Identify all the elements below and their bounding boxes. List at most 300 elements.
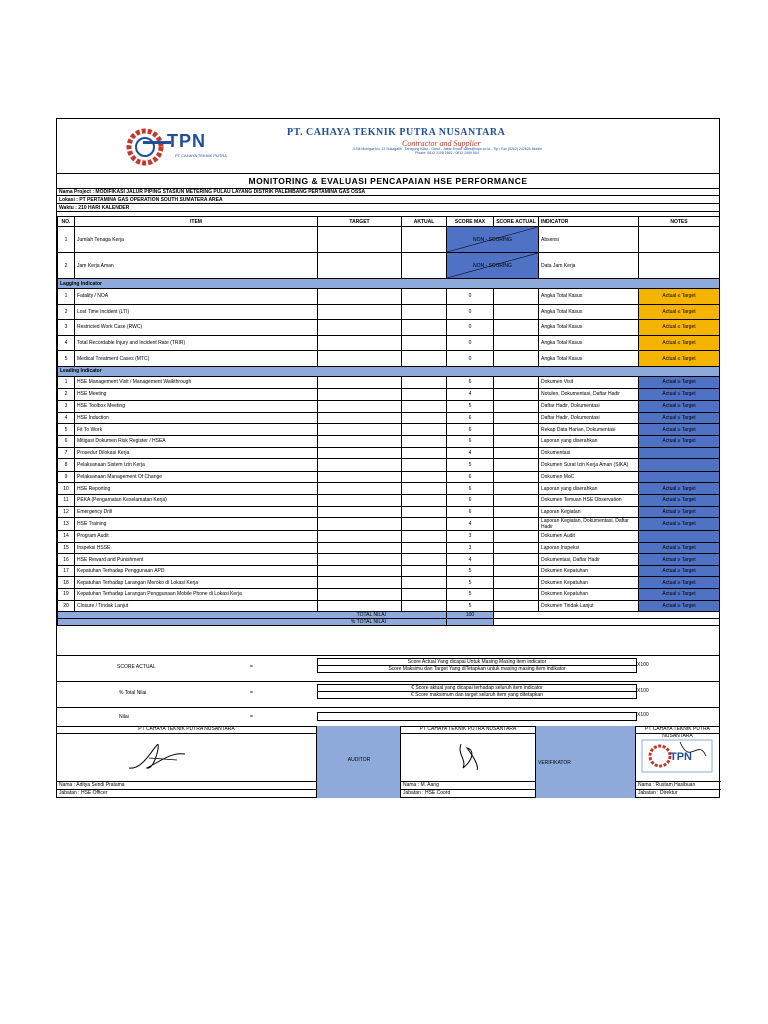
row-item: Jumlah Tenaga Kerja <box>75 227 318 253</box>
row-number: 11 <box>58 494 75 506</box>
row-notes: Actual ≥ Target <box>639 542 720 554</box>
sig-left-company: PT CAHAYA TEKNIK PUTRA NUSANTARA <box>57 726 316 734</box>
row-item: HSE Induction <box>75 412 318 424</box>
equals-sign: = <box>250 664 253 670</box>
row-number: 1 <box>58 376 75 388</box>
row-score-max: 6 <box>447 506 494 518</box>
times-100: X100 <box>637 712 649 718</box>
row-actual <box>402 447 447 459</box>
row-indicator: Angka Total Kasus <box>539 304 639 320</box>
row-actual <box>402 531 447 543</box>
row-item: HSE Reward and Punishment <box>75 554 318 566</box>
row-actual <box>402 459 447 472</box>
leading-section-header <box>58 366 720 376</box>
row-score-max: 3 <box>447 531 494 543</box>
row-actual <box>402 435 447 447</box>
score-formula-row <box>57 655 719 676</box>
row-number: 3 <box>58 401 75 413</box>
col-header: NO. <box>58 217 75 227</box>
company-tagline: Contractor and Supplier <box>402 139 481 148</box>
table-row <box>58 401 720 413</box>
sig-mid-name: Nama : M. Aang <box>401 781 537 789</box>
row-notes: Actual ≥ Target <box>639 589 720 601</box>
total-value <box>447 619 494 626</box>
row-number: 6 <box>58 435 75 447</box>
row-item: Pelaksanaan Sistem Izin Kerja <box>75 459 318 472</box>
row-number: 4 <box>58 412 75 424</box>
row-actual <box>402 542 447 554</box>
row-target <box>318 565 402 577</box>
pct-total-label: % Total Nilai <box>119 690 147 696</box>
row-score-max: 5 <box>447 401 494 413</box>
row-notes: Actual ≤ Target <box>639 351 720 367</box>
col-header: NOTES <box>639 217 720 227</box>
row-score-actual <box>494 351 539 367</box>
table-row <box>58 600 720 612</box>
row-notes: Actual ≤ Target <box>639 304 720 320</box>
score-numerator: Score Actual Yang dicapai Untuk Masing Masing item indicator <box>317 658 637 666</box>
table-row <box>58 388 720 401</box>
row-number: 7 <box>58 447 75 459</box>
row-target <box>318 531 402 543</box>
row-item: Restricted Work Case (RWC) <box>75 320 318 336</box>
row-number: 17 <box>58 565 75 577</box>
total-empty <box>494 619 720 626</box>
row-score-actual <box>494 335 539 351</box>
col-header: SCORE ACTUAL <box>494 217 539 227</box>
row-target <box>318 483 402 495</box>
row-item: HSE Reporting <box>75 483 318 495</box>
row-target <box>318 542 402 554</box>
row-indicator: Rekap Data Harian, Dokumentasi <box>539 424 639 436</box>
row-item: HSE Meeting <box>75 388 318 401</box>
row-item: Program Audit <box>75 531 318 543</box>
row-score-actual <box>494 459 539 472</box>
table-row <box>58 447 720 459</box>
row-indicator: Dokumen Tindak Lanjut <box>539 600 639 612</box>
auditor-label: AUDITOR <box>347 757 371 763</box>
row-number: 5 <box>58 424 75 436</box>
row-notes: Actual ≥ Target <box>639 412 720 424</box>
sig-right-name: Nama : Rustam Hasibuan <box>636 781 721 789</box>
row-indicator: Dokumen Kepatuhan <box>539 577 639 589</box>
row-actual <box>402 554 447 566</box>
row-notes: Actual ≤ Target <box>639 320 720 336</box>
row-indicator: Angka Total Kasus <box>539 351 639 367</box>
row-item: Inspeksi HSSE <box>75 542 318 554</box>
table-row <box>58 506 720 518</box>
table-row <box>58 494 720 506</box>
row-number: 2 <box>58 388 75 401</box>
row-actual <box>402 589 447 601</box>
row-item: HSE Management Visit / Management Walkthrough <box>75 376 318 388</box>
row-actual <box>402 227 447 253</box>
row-item: Jam Kerja Aman <box>75 253 318 279</box>
svg-text:TPN: TPN <box>670 751 692 763</box>
nilai-field <box>317 712 637 721</box>
row-score-actual <box>494 435 539 447</box>
row-score-max: 0 <box>447 351 494 367</box>
sig-right <box>636 726 719 798</box>
table-row <box>58 471 720 483</box>
verifikator-box <box>536 726 636 798</box>
times-100: X100 <box>637 688 649 694</box>
row-target <box>318 253 402 279</box>
row-score-actual <box>494 388 539 401</box>
sig-mid-company: PT CAHAYA TEKNIK PUTRA NUSANTARA <box>401 726 535 734</box>
row-score-actual <box>494 531 539 543</box>
row-indicator: Absensi <box>539 227 639 253</box>
row-score-max: 5 <box>447 459 494 472</box>
table-row <box>58 577 720 589</box>
row-score-max: 0 <box>447 289 494 305</box>
row-item: Prosedur Dilokasi Kerja <box>75 447 318 459</box>
row-notes <box>639 447 720 459</box>
row-score-max: 5 <box>447 600 494 612</box>
row-score-actual <box>494 518 539 531</box>
table-row <box>58 412 720 424</box>
row-target <box>318 494 402 506</box>
row-number: 1 <box>58 289 75 305</box>
row-indicator: Dokumen Temuan HSE Observation <box>539 494 639 506</box>
row-score-max: 6 <box>447 412 494 424</box>
row-indicator: Dokumen Audit <box>539 531 639 543</box>
row-number: 2 <box>58 304 75 320</box>
row-score-actual <box>494 401 539 413</box>
project-name: Nama Project : MODIFIKASI JALUR PIPING STASIUN METERING PULAU LAYANG DISTRIK PALEMBANG PERTAMINA GAS OSSA <box>57 189 719 196</box>
row-actual <box>402 483 447 495</box>
row-target <box>318 554 402 566</box>
row-notes: Actual ≥ Target <box>639 483 720 495</box>
table-row <box>58 304 720 320</box>
table-row <box>58 554 720 566</box>
row-item: HSE Training <box>75 518 318 531</box>
nilai-label: Nilai <box>119 714 129 720</box>
pct-numerator: € Score aktual yang dicapai terhadap seluruh item indicator <box>317 684 637 692</box>
table-row <box>58 542 720 554</box>
row-actual <box>402 289 447 305</box>
row-number: 14 <box>58 531 75 543</box>
col-header: SCORE MAX <box>447 217 494 227</box>
row-indicator: Dokumentasi, Daftar Hadir <box>539 554 639 566</box>
row-score-max: 6 <box>447 471 494 483</box>
row-score-actual <box>494 554 539 566</box>
non-scoring-text: NON - SCORING <box>473 236 512 243</box>
row-score-max: 5 <box>447 577 494 589</box>
row-target <box>318 376 402 388</box>
table-row <box>58 518 720 531</box>
row-item: Medical Treatment Cases (MTC) <box>75 351 318 367</box>
row-actual <box>402 320 447 336</box>
row-number: 18 <box>58 577 75 589</box>
row-indicator: Laporan Kegiatan, Dokumentasi, Daftar Hadir <box>539 518 639 531</box>
row-number: 1 <box>58 227 75 253</box>
verifikator-label: VERIFIKATOR <box>538 760 571 766</box>
company-stamp-icon <box>640 736 714 776</box>
table-header-row <box>58 217 720 227</box>
row-target <box>318 471 402 483</box>
logo-subtext: PT CAHAYA TEKNIK PUTRA <box>175 153 227 158</box>
row-number: 5 <box>58 351 75 367</box>
project-duration: Waktu : 210 HARI KALENDER <box>57 205 719 212</box>
table-row <box>58 483 720 495</box>
row-indicator: Dokumen Kepatuhan <box>539 565 639 577</box>
table-row <box>58 351 720 367</box>
row-item: Kepatuhan Terhadap Penggunaan APD <box>75 565 318 577</box>
row-target <box>318 335 402 351</box>
row-target <box>318 600 402 612</box>
row-indicator: Angka Total Kasus <box>539 320 639 336</box>
row-number: 8 <box>58 459 75 472</box>
letterhead <box>57 119 719 174</box>
row-score-actual <box>494 304 539 320</box>
auditor-box <box>317 726 401 798</box>
row-notes <box>639 471 720 483</box>
row-target <box>318 304 402 320</box>
row-actual <box>402 577 447 589</box>
row-indicator: Dokumen Visit <box>539 376 639 388</box>
row-item: PEKA (Pengamatan Keselamatan Kerja) <box>75 494 318 506</box>
row-notes <box>639 531 720 543</box>
row-notes: Actual ≤ Target <box>639 289 720 305</box>
row-indicator: Dokumen MoC <box>539 471 639 483</box>
row-indicator: Laporan yang diserahkan <box>539 483 639 495</box>
row-target <box>318 351 402 367</box>
row-number: 19 <box>58 589 75 601</box>
row-actual <box>402 335 447 351</box>
lagging-section-header <box>58 279 720 289</box>
row-actual <box>402 388 447 401</box>
row-target <box>318 388 402 401</box>
row-indicator: Dokumen Surat Izin Kerja Aman (SIKA) <box>539 459 639 472</box>
row-item: Mitigasi Dokumen Risk Register / HSEA <box>75 435 318 447</box>
row-target <box>318 435 402 447</box>
sig-right-role: Jabatan : Direktur <box>636 789 721 797</box>
row-actual <box>402 376 447 388</box>
row-target <box>318 289 402 305</box>
row-indicator: Laporan yang diserahkan <box>539 435 639 447</box>
row-number: 4 <box>58 335 75 351</box>
total-row <box>58 612 720 619</box>
logo-text: TPN <box>167 131 206 151</box>
table-row <box>58 335 720 351</box>
table-row <box>58 227 720 253</box>
score-actual-label: SCORE ACTUAL <box>117 664 156 670</box>
non-scoring-text: NON - SCORING <box>473 262 512 269</box>
row-score-max: 0 <box>447 320 494 336</box>
company-name: PT. CAHAYA TEKNIK PUTRA NUSANTARA <box>287 127 506 138</box>
row-target <box>318 506 402 518</box>
row-indicator: Daftar Hadir, Dokumentasi <box>539 401 639 413</box>
col-header: INDICATOR <box>539 217 639 227</box>
row-number: 2 <box>58 253 75 279</box>
row-target <box>318 424 402 436</box>
row-actual <box>402 424 447 436</box>
pct-total-row <box>58 619 720 626</box>
sig-left-role: Jabatan : HSE Officer <box>57 789 318 797</box>
row-target <box>318 320 402 336</box>
row-item: Total Recordable Injury and Incident Rate (TRIR) <box>75 335 318 351</box>
section-title: Leading Indicator <box>58 366 720 376</box>
row-score-actual <box>494 565 539 577</box>
sig-left <box>57 726 317 798</box>
row-score-actual <box>494 424 539 436</box>
row-item: Emergency Drill <box>75 506 318 518</box>
table-row <box>58 589 720 601</box>
total-label: % TOTAL NILAI <box>58 619 447 626</box>
row-actual <box>402 253 447 279</box>
row-score-max: 0 <box>447 335 494 351</box>
row-actual <box>402 412 447 424</box>
row-score-actual <box>494 412 539 424</box>
nilai-row <box>57 707 719 727</box>
table-row <box>58 531 720 543</box>
signature-block <box>57 726 719 798</box>
total-empty <box>494 612 720 619</box>
equals-sign: = <box>250 714 253 720</box>
project-location: Lokasi : PT PERTAMINA GAS OPERATION SOUTH SUMATERA AREA <box>57 197 719 204</box>
row-actual <box>402 401 447 413</box>
row-number: 9 <box>58 471 75 483</box>
row-number: 13 <box>58 518 75 531</box>
row-score-max: 5 <box>447 589 494 601</box>
row-score-max: 3 <box>447 542 494 554</box>
row-score-max: 6 <box>447 494 494 506</box>
row-score-max: 4 <box>447 554 494 566</box>
row-score-actual <box>494 494 539 506</box>
company-logo-icon <box>123 127 171 167</box>
table-row <box>58 253 720 279</box>
row-notes: Actual ≥ Target <box>639 600 720 612</box>
row-indicator: Notulen, Dokumentasi, Daftar Hadir <box>539 388 639 401</box>
row-indicator: Angka Total Kasus <box>539 335 639 351</box>
row-notes <box>639 459 720 472</box>
table-row <box>58 459 720 472</box>
row-item: Fatality / NOA <box>75 289 318 305</box>
row-target <box>318 459 402 472</box>
row-actual <box>402 471 447 483</box>
row-score-max: 6 <box>447 424 494 436</box>
row-target <box>318 227 402 253</box>
company-address: Jl.Siti Munigar No. 12 Sukagalih - Tarogong Kidul - Garut - Jabar Email: sales@ctpn.co.id - Tlp / Fax (0262) 242624 Mobile Phone: 0812 2108 2662 / 0812 2469 604 <box>352 147 542 155</box>
row-notes: Actual ≥ Target <box>639 518 720 531</box>
row-actual <box>402 506 447 518</box>
row-number: 16 <box>58 554 75 566</box>
table-row <box>58 376 720 388</box>
row-indicator: Angka Total Kasus <box>539 289 639 305</box>
row-notes: Actual ≥ Target <box>639 554 720 566</box>
row-score-max: 6 <box>447 376 494 388</box>
row-notes: Actual ≥ Target <box>639 565 720 577</box>
row-notes <box>639 227 720 253</box>
row-notes: Actual ≥ Target <box>639 388 720 401</box>
row-item: Fit To Work <box>75 424 318 436</box>
row-score-actual <box>494 376 539 388</box>
row-item: Closure / Tindak Lanjut <box>75 600 318 612</box>
row-target <box>318 447 402 459</box>
section-title: Lagging Indicator <box>58 279 720 289</box>
row-actual <box>402 518 447 531</box>
row-score-max: 4 <box>447 518 494 531</box>
row-indicator: Dokumentasi <box>539 447 639 459</box>
row-number: 20 <box>58 600 75 612</box>
row-score-max: 6 <box>447 483 494 495</box>
non-scoring-cell <box>447 227 539 253</box>
row-target <box>318 412 402 424</box>
table-row <box>58 435 720 447</box>
row-indicator: Daftar Hadir, Dokumentasi <box>539 412 639 424</box>
signature-left-icon <box>127 740 187 774</box>
table-row <box>58 320 720 336</box>
row-notes: Actual ≥ Target <box>639 401 720 413</box>
col-header: AKTUAL <box>402 217 447 227</box>
row-target <box>318 518 402 531</box>
table-row <box>58 289 720 305</box>
score-denominator: Score Maksimu dan Target Yang diTetapkan untuk masing masing item indikator <box>317 665 637 673</box>
row-notes: Actual ≥ Target <box>639 577 720 589</box>
row-item: Kepatuhan Terhadap Larangan Meroko di Lokasi Kerja <box>75 577 318 589</box>
pct-formula-row <box>57 681 719 702</box>
row-score-actual <box>494 289 539 305</box>
row-item: Pelaksanaan Management Of Change <box>75 471 318 483</box>
row-indicator: Dokumen Kepatuhan <box>539 589 639 601</box>
row-score-actual <box>494 542 539 554</box>
row-score-actual <box>494 506 539 518</box>
row-item: HSE Toolbox Meeting <box>75 401 318 413</box>
row-score-max: 4 <box>447 388 494 401</box>
signature-mid-icon <box>453 740 483 774</box>
row-score-actual <box>494 577 539 589</box>
row-target <box>318 401 402 413</box>
table-row <box>58 424 720 436</box>
row-number: 12 <box>58 506 75 518</box>
row-number: 3 <box>58 320 75 336</box>
row-notes: Actual ≥ Target <box>639 376 720 388</box>
col-header: ITEM <box>75 217 318 227</box>
row-number: 10 <box>58 483 75 495</box>
sig-right-company: PT CAHAYA TEKNIK PUTRA NUSANTARA <box>636 726 719 734</box>
row-notes: Actual ≥ Target <box>639 435 720 447</box>
sig-mid <box>401 726 536 798</box>
row-actual <box>402 304 447 320</box>
row-notes: Actual ≥ Target <box>639 424 720 436</box>
row-score-max: 4 <box>447 447 494 459</box>
total-value: 100 <box>447 612 494 619</box>
row-number: 15 <box>58 542 75 554</box>
row-actual <box>402 600 447 612</box>
sig-left-name: Nama : Aditya Sendi Pratama <box>57 781 318 789</box>
row-notes: Actual ≥ Target <box>639 506 720 518</box>
row-item: Lost Time Incident (LTI) <box>75 304 318 320</box>
row-score-actual <box>494 320 539 336</box>
table-row <box>58 565 720 577</box>
row-score-actual <box>494 447 539 459</box>
row-actual <box>402 494 447 506</box>
row-score-actual <box>494 600 539 612</box>
row-actual <box>402 565 447 577</box>
row-actual <box>402 351 447 367</box>
row-score-max: 0 <box>447 304 494 320</box>
pct-denominator: € Score maksimum dan target seluruh item yang ditetapkan <box>317 691 637 699</box>
col-header: TARGET <box>318 217 402 227</box>
row-notes: Actual ≤ Target <box>639 335 720 351</box>
row-target <box>318 577 402 589</box>
row-notes: Actual ≥ Target <box>639 494 720 506</box>
row-target <box>318 589 402 601</box>
row-score-actual <box>494 471 539 483</box>
row-indicator: Laporan Kegiatan <box>539 506 639 518</box>
times-100: X100 <box>637 662 649 668</box>
